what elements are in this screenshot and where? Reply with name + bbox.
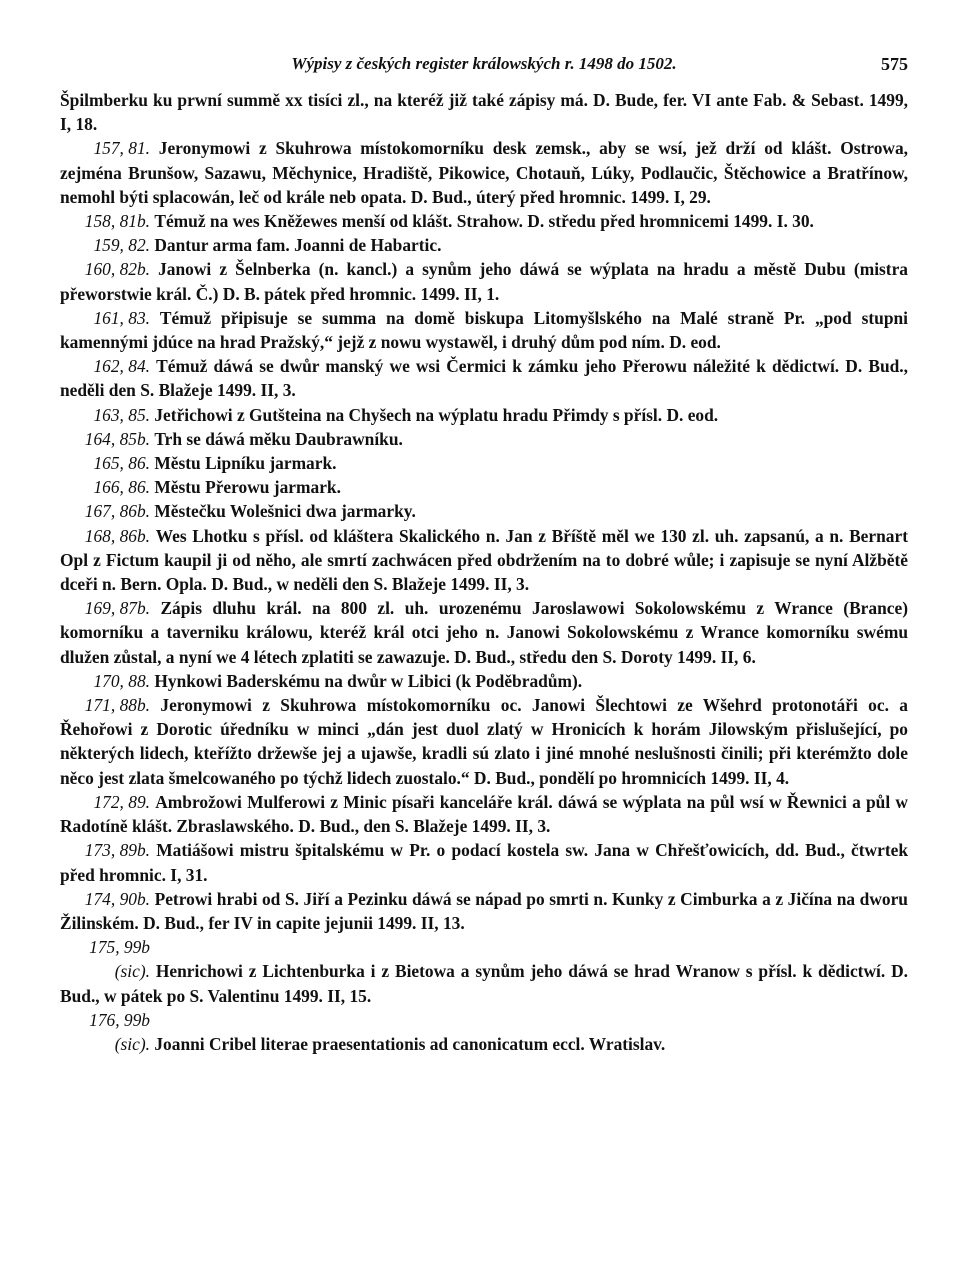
entry — [60, 451, 908, 475]
entry-text: Témuž na wes Kněžewes menší od klášt. Strahow. D. středu před hromnicemi 1499. I. 30. — [154, 211, 814, 232]
entry-text: Městu Přerowu jarmark. — [154, 477, 341, 498]
document-page — [60, 42, 908, 1056]
entry-continuation — [60, 88, 908, 136]
entry-text: Janowi z Šelnberka (n. kancl.) a synům jeho dáwá se wýplata na hradu a městě Dubu (mistra přeworstwie král. Č.) D. B. pátek před hromnic. 1499. II, 1. — [60, 259, 908, 304]
entry — [60, 935, 908, 1008]
entry-text: Jeronymowi z Skuhrowa místokomorníku oc. Janowi Šlechtowi ze Wšehrd protonotáři oc. a Řehořowi z Dorotic úředníku w minci „dán jest duol zlatý w Hronicích k horám Jilowským přislušející, po některých lidech, kteřížto držewše jej a ujawše, kradli sú zlato i jiné mnohé neslušnosti činili; při kterémžto dole něco jest zlata šmelcowaného po týchž lidech zuostalo.“ D. Bud., pondělí po hromnicích 1499. II, 4. — [60, 695, 908, 788]
entry — [60, 790, 908, 838]
entry-text: Témuž dáwá se dwůr manský we wsi Čermici k zámku jeho Přerowu náležité k dědictwí. D. Bud., neděli den S. Blažeje 1499. II, 3. — [60, 356, 908, 401]
entry-text: Dantur arma fam. Joanni de Habartic. — [154, 235, 442, 256]
entry-text: Petrowi hrabi od S. Jiří a Pezinku dáwá se nápad po smrti n. Kunky z Cimburka a z Jičína na dworu Žilinském. D. Bud., fer IV in capite jejunii 1499. II, 13. — [60, 888, 908, 933]
entry-number: 173, 89b. — [84, 840, 150, 861]
entry-number: 176, 99b (sic). — [89, 1009, 150, 1054]
entry-number: 162, 84. — [93, 356, 150, 377]
entry — [60, 596, 908, 669]
entry-text: Hynkowi Baderskému na dwůr w Libici (k Poděbradům). — [154, 670, 583, 691]
entry — [60, 306, 908, 354]
entry — [60, 693, 908, 790]
entry-text: Témuž připisuje se summa na domě biskupa Litomyšlského na Malé straně Pr. „pod stupni kamennými jdúce na hrad Pražský,“ jejž z nowu wystawěl, i druhý dům pod ním. D. eod. — [60, 307, 908, 353]
entry-text: Henrichowi z Lichtenburka i z Bietowa a synům jeho dáwá se hrad Wranow s přísl. k dědictwí. D. Bud., w pátek po S. Valentinu 1499. II, 15. — [60, 961, 908, 1006]
entry — [60, 887, 908, 935]
entry — [60, 669, 908, 693]
entry — [60, 475, 908, 499]
entry-number: 167, 86b. — [84, 501, 150, 522]
entry-number: 172, 89. — [93, 791, 150, 812]
entry-text: Wes Lhotku s přísl. od kláštera Skalického n. Jan z Bříště měl we 130 zl. uh. zapsanú, a n. Bernart Opl z Fictum kaupil ji od něho, ale smrtí zachwácen před obdržením na to dobré wůle; i zapisuje se nyní Alžbětě dceři n. Bern. Opla. D. Bud., w neděli den S. Blažeje 1499. II, 3. — [60, 525, 908, 595]
entry — [60, 499, 908, 523]
page-header — [60, 42, 908, 88]
entry-text: Jetřichowi z Gutšteina na Chyšech na wýplatu hradu Přimdy s přísl. D. eod. — [154, 404, 719, 425]
entry — [60, 403, 908, 427]
entry-text: Ambrožowi Mulferowi z Minic písaři kanceláře král. dáwá se wýplata na půl wsí w Řewnici a půl w Radotíně klášt. Zbraslawského. D. Bud., den S. Blažeje 1499. II, 3. — [60, 791, 908, 837]
entry — [60, 427, 908, 451]
page-number: 575 — [881, 54, 908, 74]
entry-text: Trh se dáwá měku Daubrawníku. — [154, 428, 403, 449]
entry-number: 157, 81. — [93, 138, 150, 159]
entry-number: 159, 82. — [93, 235, 150, 256]
entry — [60, 209, 908, 233]
entry-text: Městečku Wolešnici dwa jarmarky. — [154, 501, 416, 522]
running-title: Wýpisy z českých register králowských r. 1498 do 1502. — [291, 54, 677, 73]
entry-number: 158, 81b. — [84, 211, 150, 232]
entry — [60, 233, 908, 257]
entry-number: 168, 86b. — [84, 525, 150, 546]
entry — [60, 354, 908, 402]
entry-number: 171, 88b. — [84, 695, 150, 716]
entry-number: 174, 90b. — [84, 888, 150, 909]
entry-number: 169, 87b. — [84, 598, 150, 619]
entry-text: Joanni Cribel literae praesentationis ad canonicatum eccl. Wratislav. — [154, 1033, 666, 1054]
entry-number: 164, 85b. — [84, 428, 150, 449]
entry-text: Špilmberku ku prwní summě xx tisíci zl., na kteréž již také zápisy má. D. Bude, fer. VI ante Fab. & Sebast. 1499, I, 18. — [60, 90, 908, 135]
entry-number: 163, 85. — [93, 404, 150, 425]
entry-number: 165, 86. — [93, 453, 150, 474]
entry — [60, 257, 908, 305]
entry-number: 175, 99b (sic). — [89, 937, 150, 982]
entry-number: 170, 88. — [93, 670, 150, 691]
entry-text: Zápis dluhu král. na 800 zl. uh. urozenému Jaroslawowi Sokolowskému z Wrance (Brance) komorníku a taverniku králowu, kteréž král otci jeho n. Janowi Sokolowskému z Wrance komorníku swému dlužen zůstal, a nyní we 4 létech zplatiti se zawazuje. D. Bud., středu den S. Doroty 1499. II, 6. — [60, 598, 908, 667]
entry-number: 161, 83. — [93, 307, 150, 328]
entry-number: 166, 86. — [93, 477, 150, 498]
entry — [60, 838, 908, 886]
entry — [60, 524, 908, 597]
entry-number: 160, 82b. — [84, 259, 150, 280]
entry-text: Jeronymowi z Skuhrowa místokomorníku desk zemsk., aby se wsí, jež drží od klášt. Ostrowa, zejména Brunšow, Sazawu, Měchynice, Hradiště, Pikowice, Chotauň, Lúky, Podlaučic, Štěchowice a Bratřínow, nemohl býti splacowán, leč od krále neb opata. D. Bud., úterý před hromnic. 1499. I, 29. — [60, 138, 908, 207]
entry — [60, 136, 908, 209]
entry — [60, 1008, 908, 1056]
entry-text: Městu Lipníku jarmark. — [154, 453, 337, 474]
entry-text: Matiášowi mistru špitalskému w Pr. o podací kostela sw. Jana w Chřešťowicích, dd. Bud., čtwrtek před hromnic. I, 31. — [60, 840, 909, 885]
